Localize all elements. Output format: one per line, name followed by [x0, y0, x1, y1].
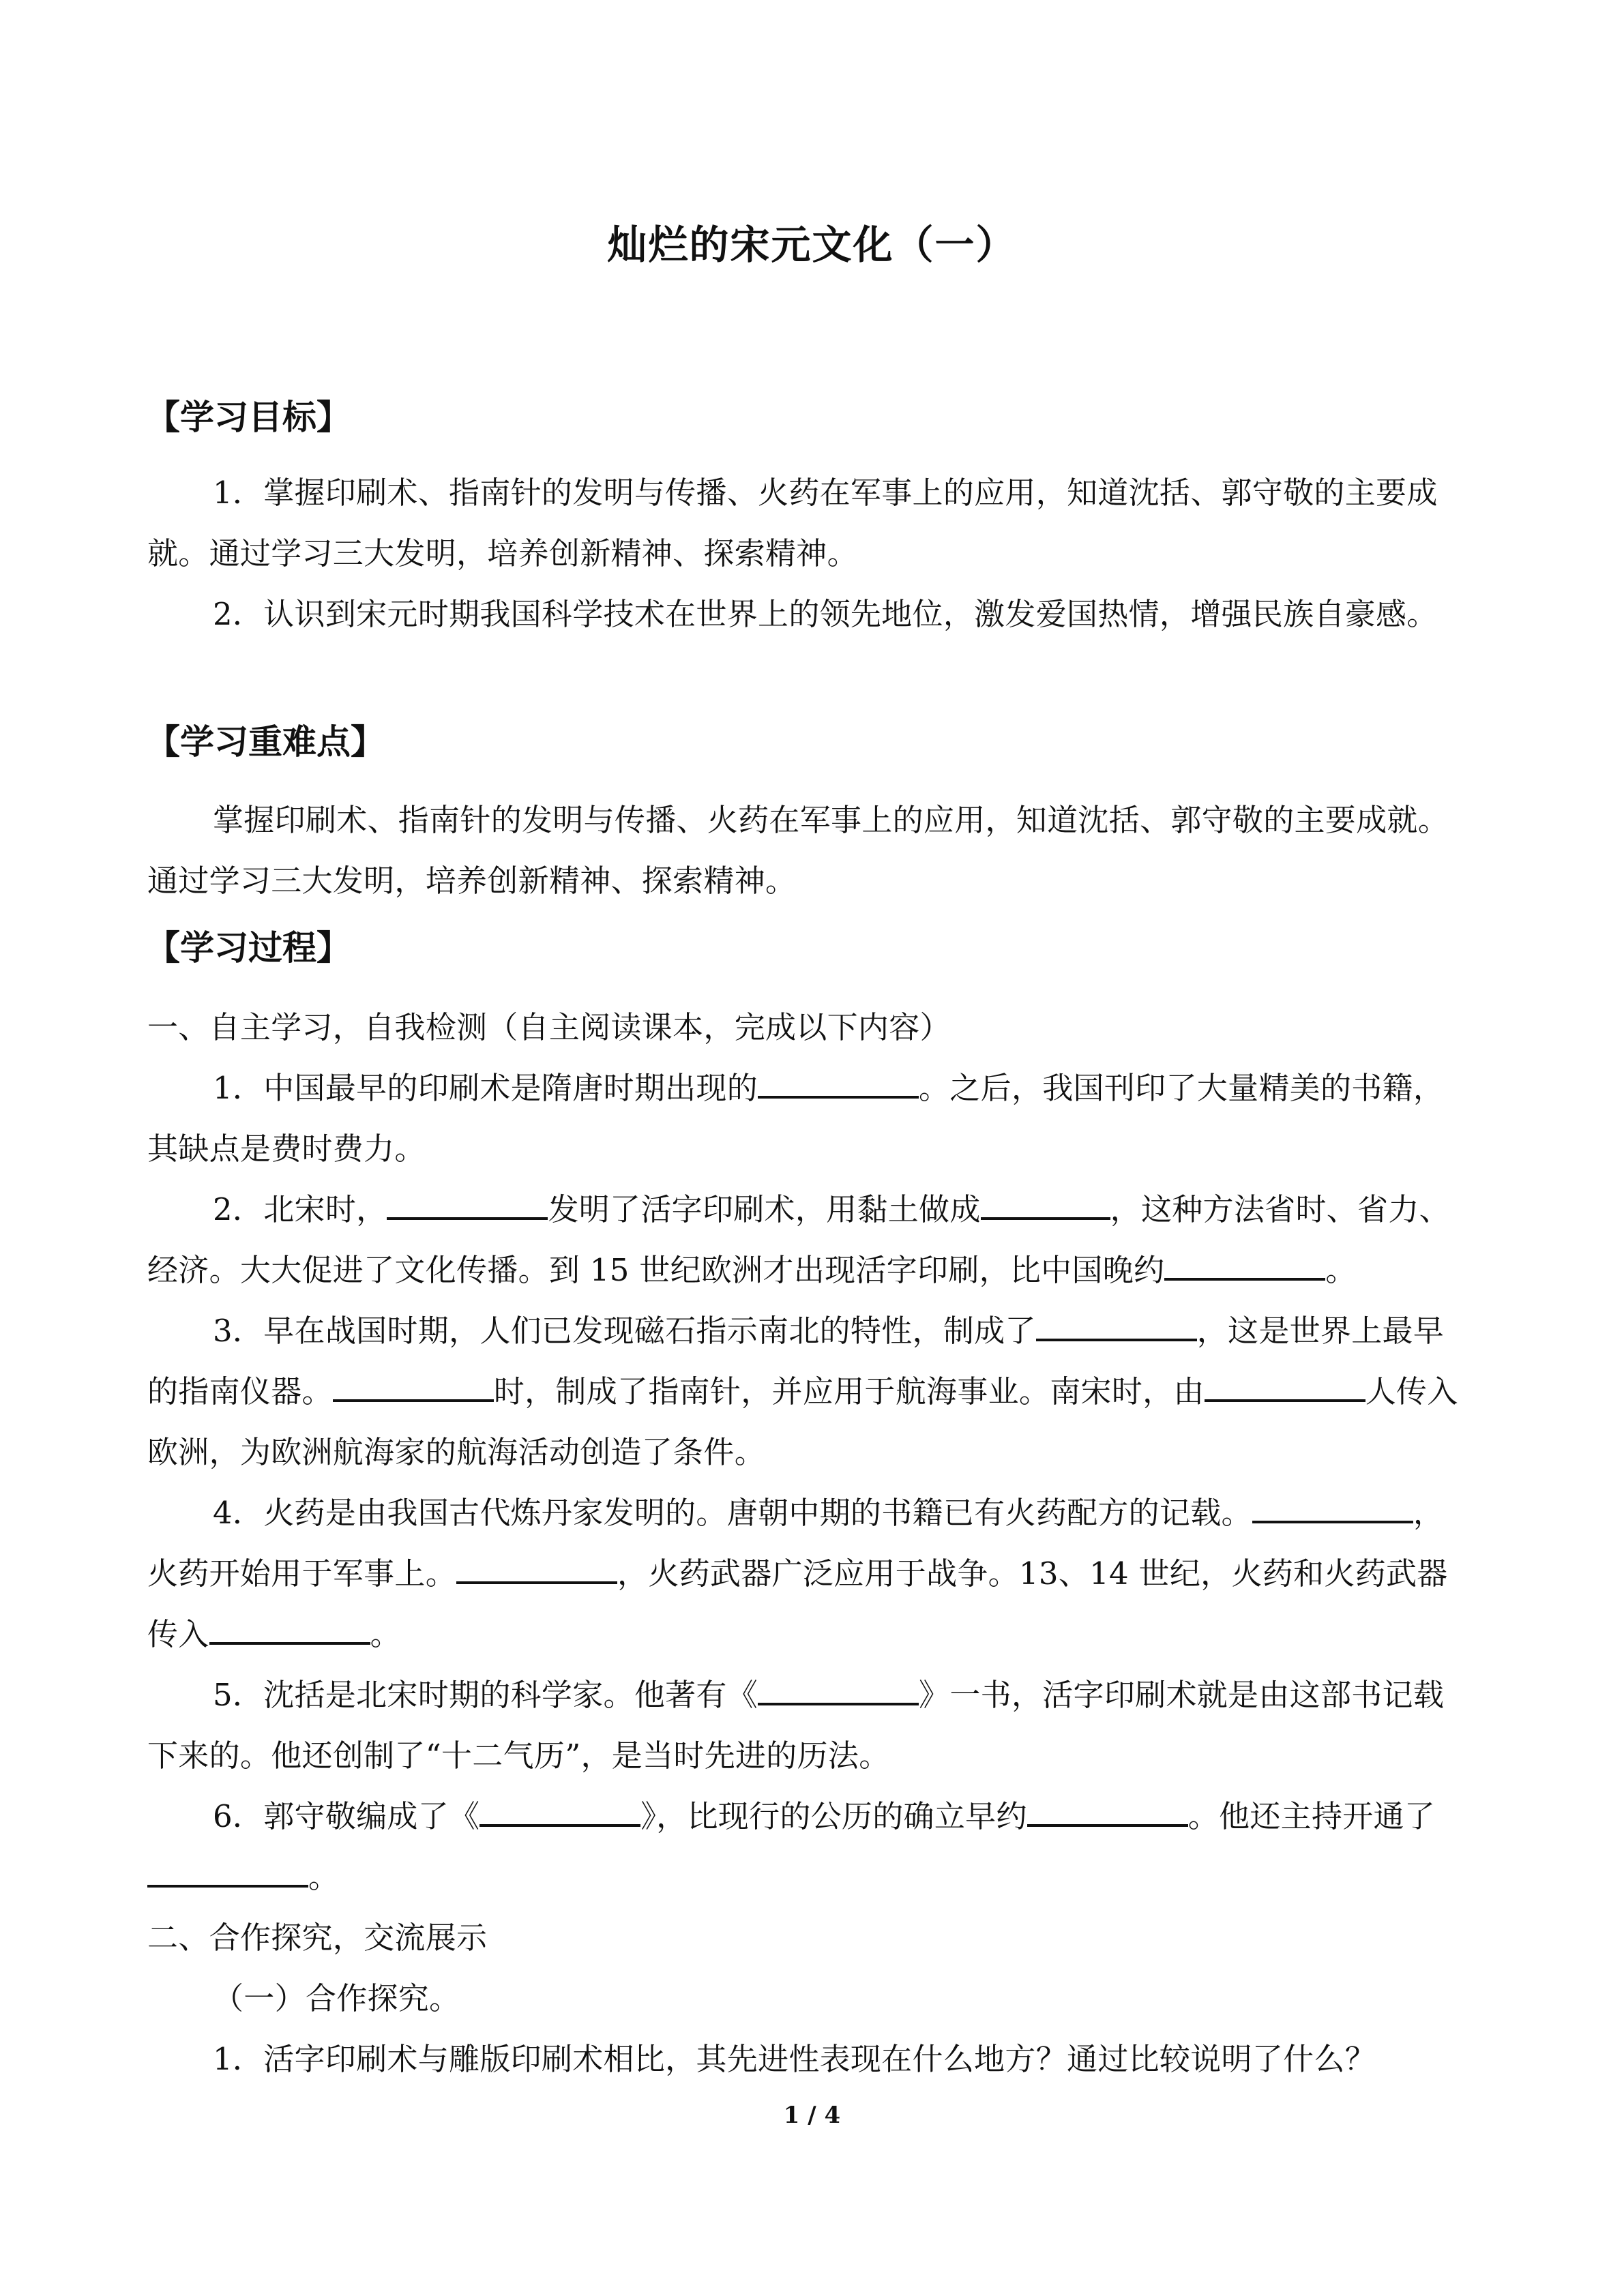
question-6-text-b: 》，比现行的公历的确立早约 — [640, 1798, 1027, 1834]
page-number: 1 / 4 — [783, 2102, 841, 2129]
answer-blank[interactable] — [981, 1187, 1110, 1220]
goal-item-1: 1．掌握印刷术、指南针的发明与传播、火药在军事上的应用，知道沈括、郭守敬的主要成就。通过学习三大发明，培养创新精神、探索精神。 — [147, 475, 1438, 571]
answer-blank[interactable] — [1164, 1248, 1325, 1281]
page-title: 灿烂的宋元文化（一） — [607, 222, 1017, 268]
answer-blank[interactable] — [758, 1066, 919, 1099]
goal-item-2: 2．认识到宋元时期我国科学技术在世界上的领先地位，激发爱国热情，增强民族自豪感。 — [213, 596, 1438, 632]
answer-blank[interactable] — [387, 1187, 548, 1220]
question-4-text-a: 4．火药是由我国古代炼丹家发明的。唐朝中期的书籍已有火药配方的记载。 — [213, 1495, 1252, 1531]
part1-heading: 一、自主学习，自我检测（自主阅读课本，完成以下内容） — [147, 1009, 951, 1045]
question-6-text-d: 。 — [308, 1859, 340, 1895]
answer-blank[interactable] — [479, 1794, 640, 1827]
question-2-text-a: 2．北宋时， — [213, 1191, 387, 1227]
question-6 — [147, 1786, 1474, 1907]
question-1 — [147, 1058, 1474, 1179]
question-2 — [147, 1179, 1474, 1300]
question-2-text-b: 发明了活字印刷术，用黏土做成 — [548, 1191, 981, 1227]
goals-heading: 【学习目标】 — [146, 398, 351, 437]
question-6-text-c: 。他还主持开通了 — [1187, 1798, 1436, 1834]
question-3-text-c: 时，制成了指南针，并应用于航海事业。南宋时，由 — [493, 1373, 1205, 1410]
question-4-text-c: ，火药武器广泛应用于战争。13、14 世纪，火药和火药武器传入 — [147, 1555, 1448, 1652]
answer-blank[interactable] — [209, 1612, 370, 1645]
question-4-text-b: ，火药开始用于军事上。 — [147, 1495, 1445, 1592]
answer-blank[interactable] — [1205, 1369, 1365, 1402]
question-3-text-a: 3．早在战国时期，人们已发现磁石指示南北的特性，制成了 — [213, 1313, 1036, 1349]
question-1-text-b: 。之后，我国刊印了大量精美的书籍，其缺点是费时费力。 — [147, 1070, 1445, 1167]
question-2-text-c: ，这种方法省时、省力、经济。大大促进了文化传播。到 15 世纪欧洲才出现活字印刷，比中国晚约 — [147, 1191, 1450, 1288]
discussion-question-1: 1．活字印刷术与雕版印刷术相比，其先进性表现在什么地方？通过比较说明了什么？ — [213, 2041, 1376, 2077]
question-5-text-a: 5．沈括是北宋时期的科学家。他著有《 — [213, 1677, 758, 1713]
part2-subheading: （一）合作探究。 — [213, 1980, 460, 2016]
question-6-text-a: 6．郭守敬编成了《 — [213, 1798, 480, 1834]
answer-blank[interactable] — [147, 1855, 308, 1888]
question-3-text-d: 人传入欧洲，为欧洲航海家的航海活动创造了条件。 — [147, 1373, 1458, 1470]
question-3 — [147, 1300, 1474, 1482]
answer-blank[interactable] — [1027, 1794, 1188, 1827]
process-heading: 【学习过程】 — [146, 928, 351, 968]
answer-blank[interactable] — [456, 1551, 617, 1584]
question-2-text-d: 。 — [1325, 1252, 1357, 1288]
answer-blank[interactable] — [1252, 1491, 1413, 1523]
answer-blank[interactable] — [1036, 1309, 1197, 1341]
question-5-text-b: 》一书，活字印刷术就是由这部书记载下来的。他还创制了“十二气历”，是当时先进的历法。 — [147, 1677, 1445, 1774]
question-1-text-a: 1．中国最早的印刷术是隋唐时期出现的 — [213, 1070, 758, 1106]
question-4-text-d: 。 — [370, 1616, 401, 1652]
part2-heading: 二、合作探究，交流展示 — [147, 1920, 488, 1956]
question-5 — [147, 1665, 1474, 1786]
key-points-text: 掌握印刷术、指南针的发明与传播、火药在军事上的应用，知道沈括、郭守敬的主要成就。通过学习三大发明，培养创新精神、探索精神。 — [147, 802, 1449, 899]
key-points-heading: 【学习重难点】 — [146, 722, 385, 762]
answer-blank[interactable] — [758, 1673, 919, 1705]
answer-blank[interactable] — [333, 1369, 494, 1402]
question-3-text-b: ，这是世界上最早的指南仪器。 — [147, 1313, 1445, 1410]
question-4 — [147, 1482, 1474, 1665]
